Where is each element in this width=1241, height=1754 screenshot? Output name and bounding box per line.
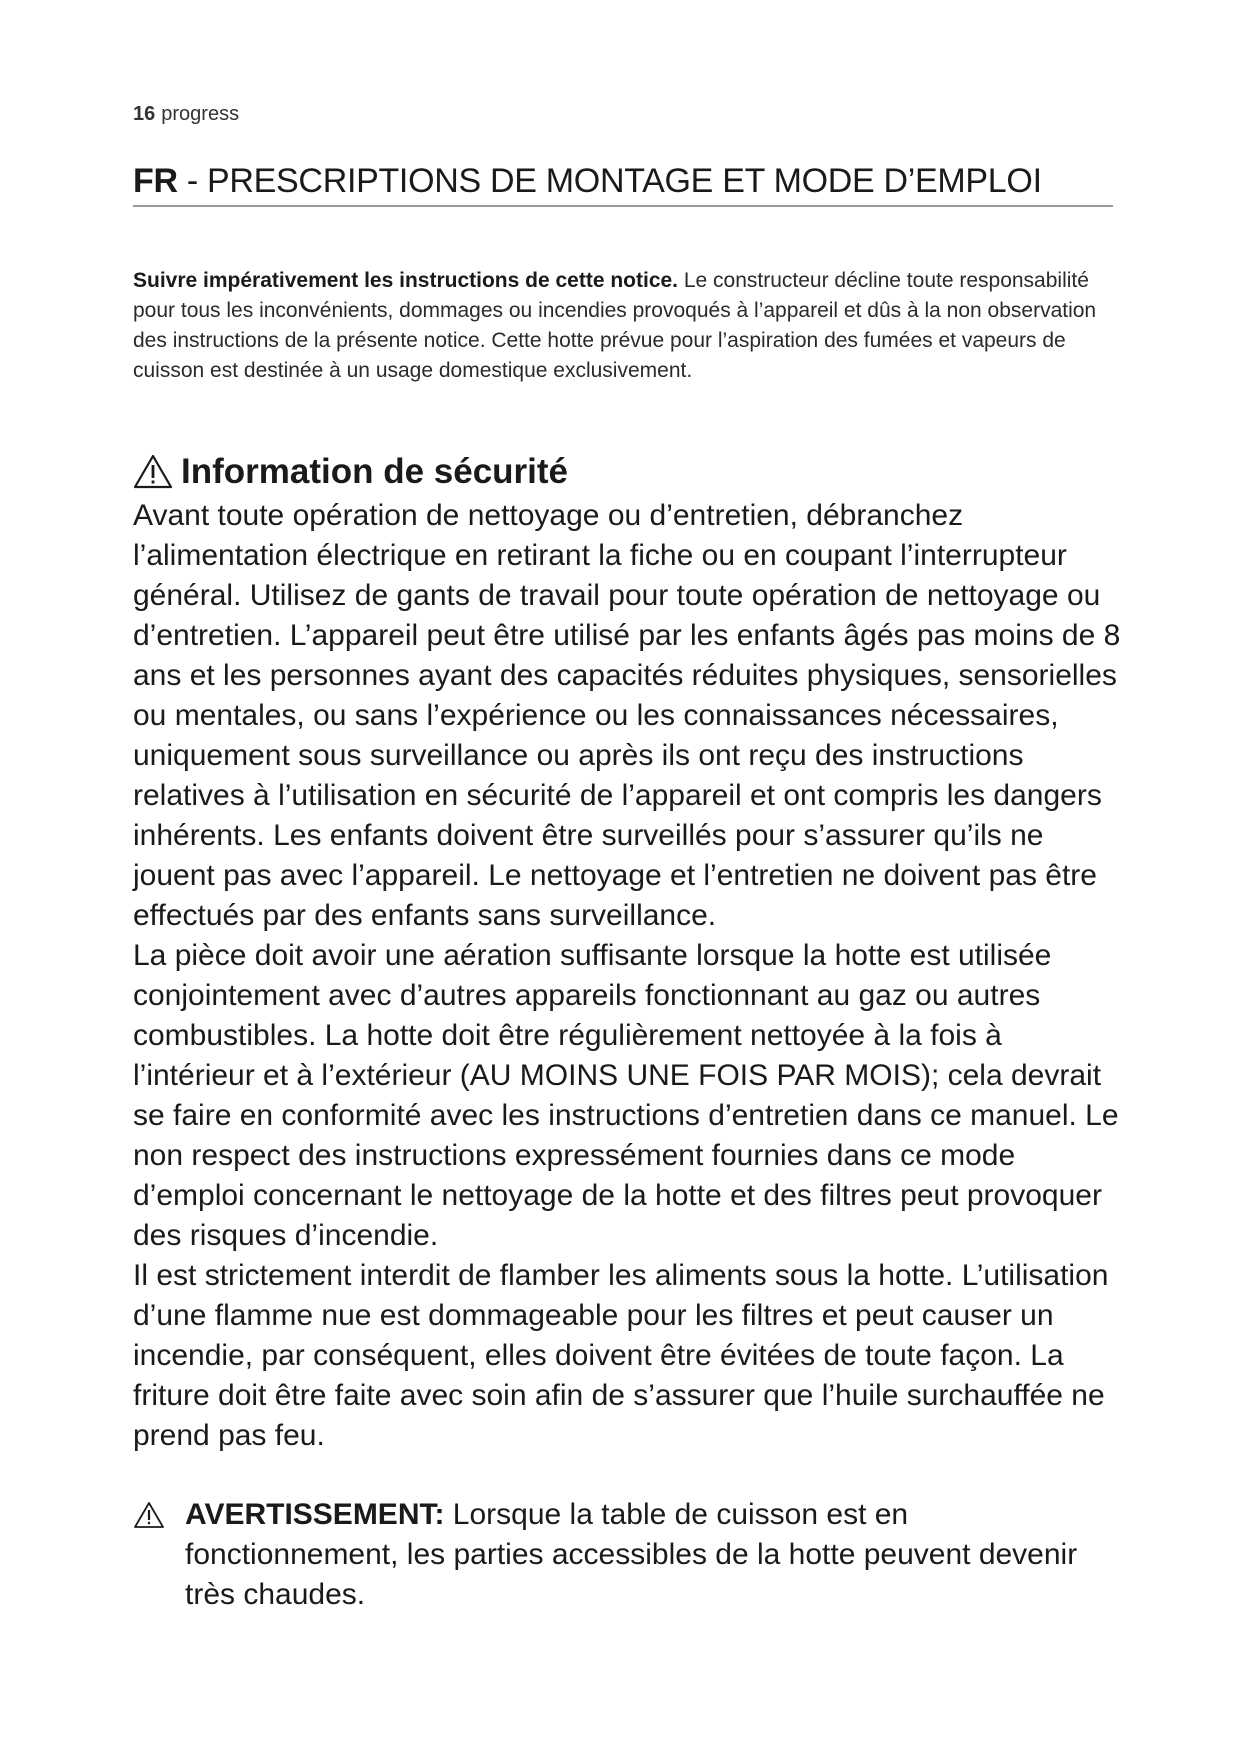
title-text: - PRESCRIPTIONS DE MONTAGE ET MODE D’EMPLOI — [177, 162, 1042, 200]
warning-text-container — [185, 1495, 1123, 1615]
warning-label: AVERTISSEMENT: — [185, 1498, 445, 1531]
safety-heading — [133, 452, 568, 492]
intro-paragraph — [133, 266, 1113, 386]
intro-lead: Suivre impérativement les instructions de cette notice. — [133, 269, 679, 292]
safety-body — [133, 496, 1123, 1456]
safety-paragraph-1: Avant toute opération de nettoyage ou d’entretien, débranchez l’alimentation électrique en retirant la fiche ou en coupant l’interrupteur général. Utilisez de gants de travail pour toute opération de nettoyage ou d’entretien. L’appareil peut être utilisé par les enfants âgés pas moins de 8 ans et les personnes ayant des capacités réduites physiques, sensorielles ou mentales, ou sans l’expérience ou les connaissances nécessaires, uniquement sous surveillance ou après ils ont reçu des instructions relatives à l’utilisation en sécurité de l’appareil et ont compris les dangers inhérents. Les enfants doivent être surveillés pour s’assurer qu’ils ne jouent pas avec l’appareil. Le nettoyage et l’entretien ne doivent pas être effectués par des enfants sans surveillance. — [133, 499, 1121, 932]
warning-text: Lorsque la table de cuisson est en fonctionnement, les parties accessibles de la hotte peuvent devenir très chaudes. — [185, 1498, 1078, 1611]
intro-text: Le constructeur décline toute responsabilité pour tous les inconvénients, dommages ou incendies provoqués à l’appareil et dûs à la non observation des instructions de la présente notice. Cette hotte prévue pour l’aspiration des fumées et vapeurs de cuisson est destinée à un usage domestique exclusivement. — [133, 269, 1097, 382]
safety-paragraph-2: La pièce doit avoir une aération suffisante lorsque la hotte est utilisée conjointement avec d’autres appareils fonctionnant au gaz ou autres combustibles. La hotte doit être régulièrement nettoyée à la fois à l’intérieur et à l’extérieur (AU MOINS UNE FOIS PAR MOIS); cela devrait se faire en conformité avec les instructions d’entretien dans ce manuel. Le non respect des instructions expressément fournies dans ce mode d’emploi concernant le nettoyage de la hotte et des filtres peut provoquer des risques d’incendie. — [133, 939, 1119, 1252]
safety-heading-text: Information de sécurité — [181, 452, 569, 491]
page-number: 16 — [133, 103, 156, 125]
page-title — [133, 162, 1113, 207]
safety-paragraph-3: Il est strictement interdit de flamber les aliments sous la hotte. L’utilisation d’une flamme nue est dommageable pour les filtres et peut causer un incendie, par conséquent, elles doivent être évitées de toute façon. La friture doit être faite avec soin afin de s’assurer que l’huile surchauffée ne prend pas feu. — [133, 1259, 1109, 1452]
warning-block — [133, 1495, 1123, 1615]
brand-name: progress — [161, 103, 240, 125]
page-header — [133, 103, 239, 126]
warning-triangle-icon — [133, 454, 173, 490]
warning-triangle-icon — [133, 1501, 165, 1529]
language-code: FR — [133, 162, 178, 200]
